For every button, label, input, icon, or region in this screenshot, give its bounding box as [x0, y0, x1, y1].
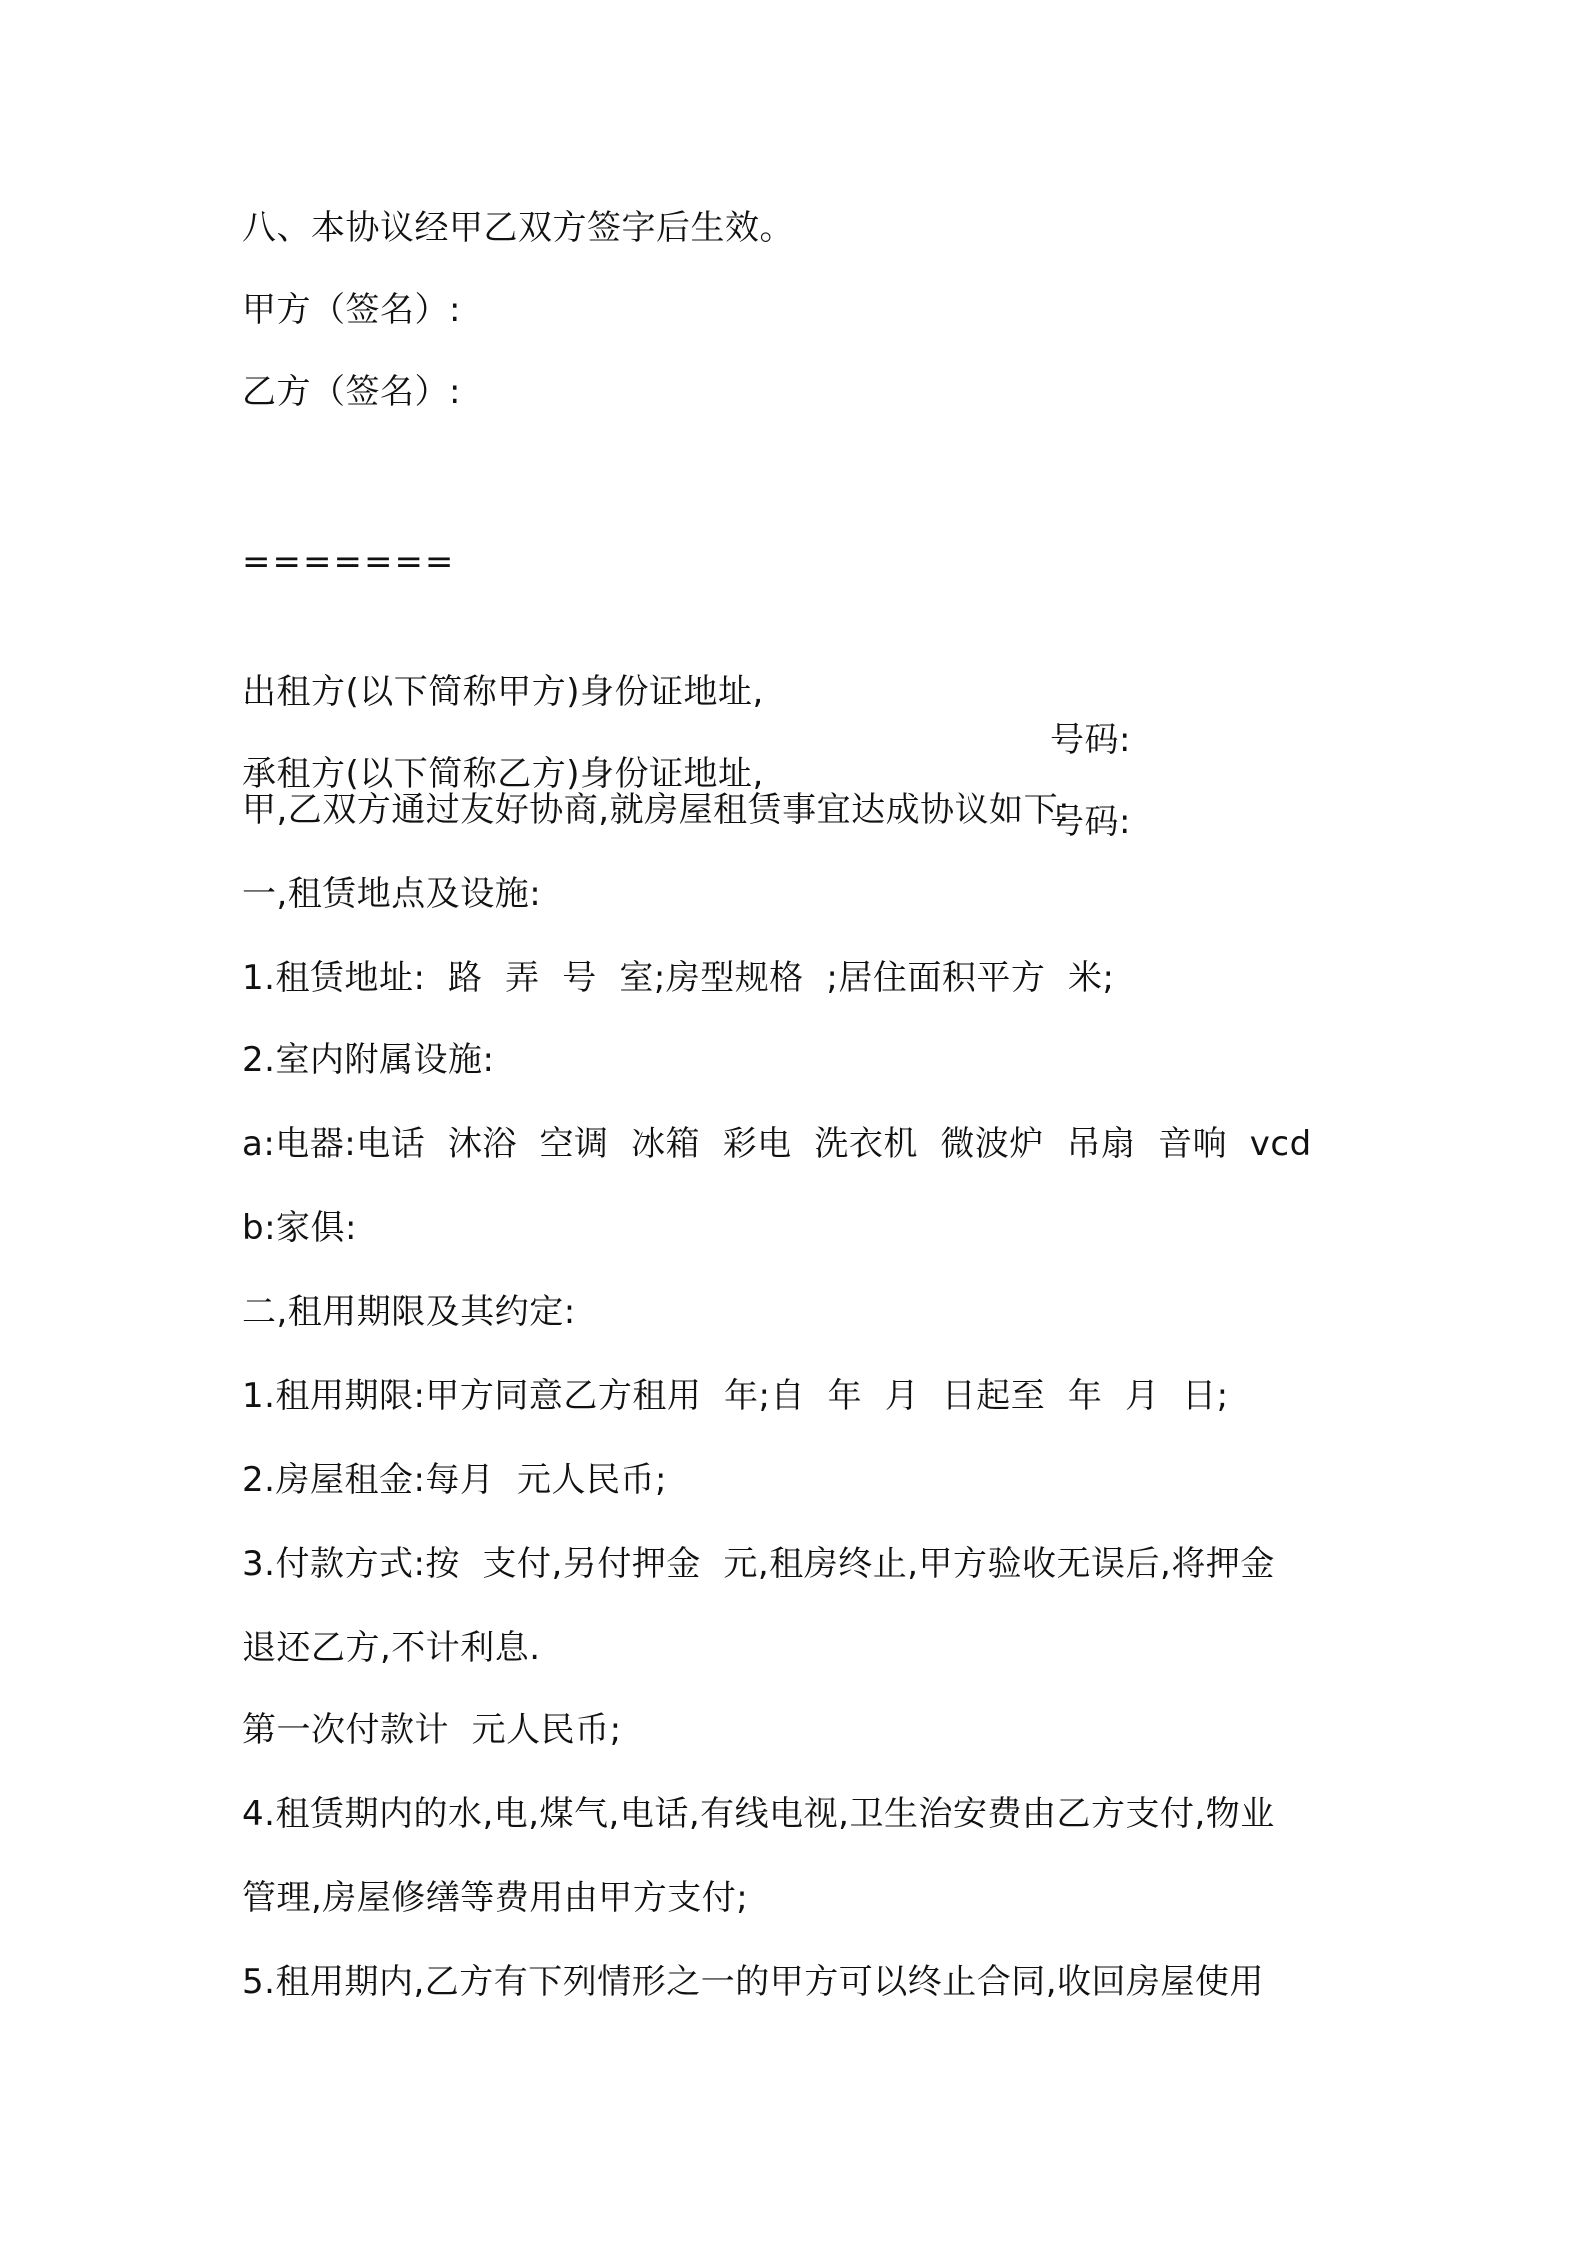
appliances-item: a:电器:电话 沐浴 空调 冰箱 彩电 洗衣机 微波炉 吊扇 音响 vcd — [242, 1124, 1312, 1164]
section-separator: ======= — [242, 542, 456, 582]
clause-8: 八、本协议经甲乙双方签字后生效。 — [242, 208, 794, 248]
lessee-id-address-label: 承租方(以下简称乙方)身份证地址, — [242, 754, 764, 794]
termination-item: 5.租用期内,乙方有下列情形之一的甲方可以终止合同,收回房屋使用 — [242, 1962, 1265, 2002]
section-1-title: 一,租赁地点及设施: — [242, 874, 542, 914]
section-2-title: 二,租用期限及其约定: — [242, 1292, 576, 1332]
lessor-id-row — [242, 620, 1142, 760]
rental-address-item: 1.租赁地址: 路 弄 号 室;房型规格 ;居住面积平方 米; — [242, 958, 1115, 998]
payment-method-continuation: 退还乙方,不计利息. — [242, 1628, 541, 1668]
furniture-item: b:家俱: — [242, 1208, 357, 1248]
utilities-item: 4.租赁期内的水,电,煤气,电话,有线电视,卫生治安费由乙方支付,物业 — [242, 1794, 1275, 1834]
utilities-continuation: 管理,房屋修缮等费用由甲方支付; — [242, 1878, 749, 1918]
lessor-id-number-label: 号码: — [1050, 720, 1131, 760]
lease-term-item: 1.租用期限:甲方同意乙方租用 年;自 年 月 日起至 年 月 日; — [242, 1376, 1229, 1416]
indoor-facilities-item: 2.室内附属设施: — [242, 1040, 495, 1080]
agreement-intro: 甲,乙双方通过友好协商,就房屋租赁事宜达成协议如下: — [242, 790, 1071, 830]
lessee-id-number-label: 号码: — [1050, 802, 1131, 842]
first-payment-item: 第一次付款计 元人民币; — [242, 1710, 622, 1750]
party-a-signature-line: 甲方（签名）: — [242, 290, 461, 330]
lessor-id-address-label: 出租方(以下简称甲方)身份证地址, — [242, 672, 764, 712]
party-b-signature-line: 乙方（签名）: — [242, 372, 461, 412]
payment-method-item: 3.付款方式:按 支付,另付押金 元,租房终止,甲方验收无误后,将押金 — [242, 1544, 1275, 1584]
rent-item: 2.房屋租金:每月 元人民币; — [242, 1460, 667, 1500]
